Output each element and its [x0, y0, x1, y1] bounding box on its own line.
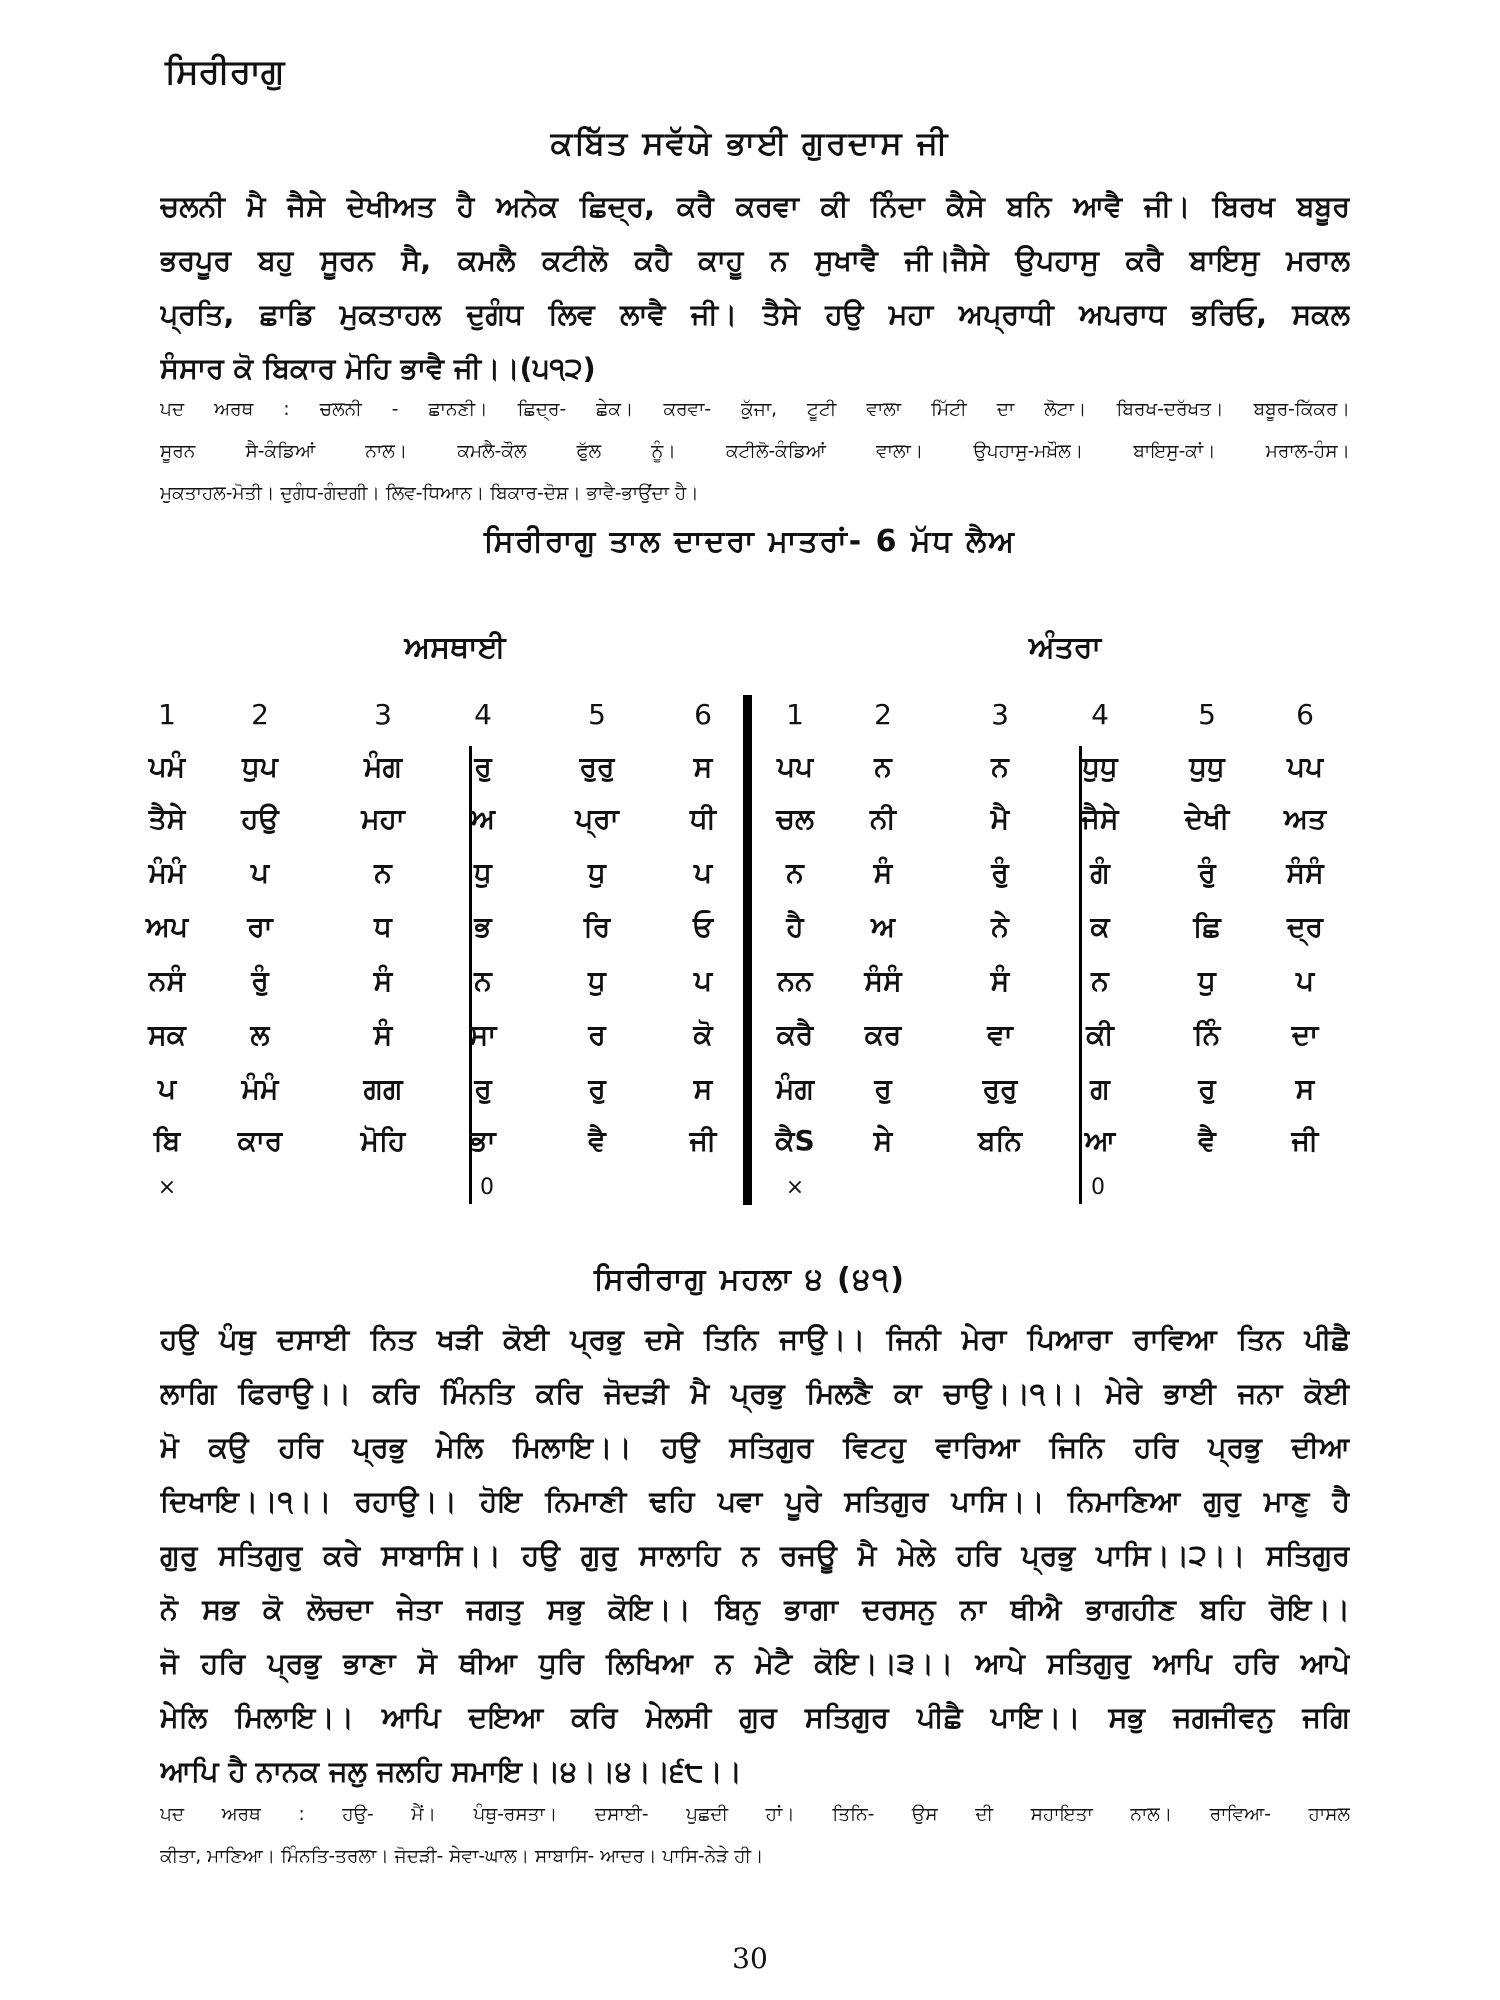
lyric-cell: ਅ	[870, 910, 896, 943]
note-cell: ਸੰ	[373, 964, 393, 997]
lyric-cell: ਭ	[474, 910, 492, 943]
lyric-cell: ਤੈਸੇ	[148, 802, 186, 835]
shabad-line: ਗੁਰੁ ਸਤਿਗੁਰੁ ਕਰੇ ਸਾਬਾਸਿ।। ਹਉ ਗੁਰੁ ਸਾਲਾਹਿ ਨ ਰਜਊ ਮੈ ਮੇਲੇ ਹਰਿ ਪ੍ਰਭੁ ਪਾਸਿ।।੨।। ਸਤਿਗੁਰ	[160, 1539, 1350, 1572]
lyric-cell: ਵੈ	[588, 1124, 606, 1157]
tal-mark: 0	[480, 1175, 494, 1200]
beat-numbers-row	[150, 690, 1350, 740]
lyric-cell: ਹਉ	[241, 802, 279, 835]
shabad-line: ਜੋ ਹਰਿ ਪ੍ਰਭੁ ਭਾਣਾ ਸੋ ਥੀਆ ਧੁਰਿ ਲਿਖਿਆ ਨ ਮੇਟੈ ਕੋਇ।।੩।। ਆਪੇ ਸਤਿਗੁਰੁ ਆਪਿ ਹਰਿ ਆਪੇ	[160, 1647, 1350, 1680]
note-cell: ਰੁ	[474, 1072, 492, 1105]
tal-mark: ×	[157, 1175, 177, 1200]
notation-row-lyrics	[145, 902, 1350, 952]
notation-row-swar	[150, 956, 1350, 1006]
tal-marks-row	[150, 1168, 1350, 1218]
notation-row-swar	[150, 848, 1350, 898]
lyric-cell: ਮੋਹਿ	[360, 1124, 406, 1157]
note-cell: ਨਸੰ	[148, 964, 186, 997]
lyric-cell: ਰਾ	[247, 910, 273, 943]
note-cell: ਪ	[693, 964, 713, 997]
note-cell: ਰੁ	[874, 1072, 892, 1105]
lyric-cell: ਅਤ	[1283, 802, 1326, 835]
tal-mark: 0	[1091, 1175, 1105, 1200]
lyric-cell: ਜੀ	[1291, 1124, 1319, 1157]
note-cell: ਰੁੰ	[1198, 856, 1216, 889]
lyric-cell: ਜੀ	[689, 1124, 717, 1157]
notation-row-lyrics	[150, 1010, 1350, 1060]
note-cell: ਰੁੰ	[991, 856, 1009, 889]
lyric-cell: ਦੇਖੀ	[1184, 802, 1230, 835]
kabit-line: ਚਲਨੀ ਮੈ ਜੈਸੇ ਦੇਖੀਅਤ ਹੈ ਅਨੇਕ ਛਿਦ੍ਰ, ਕਰੈ ਕਰਵਾ ਕੀ ਨਿੰਦਾ ਕੈਸੇ ਬਨਿ ਆਵੈ ਜੀ। ਬਿਰਖ ਬਬੂਰ	[160, 190, 1350, 223]
kabit-line: ਭਰਪੂਰ ਬਹੁ ਸੂਰਨ ਸੈ, ਕਮਲੈ ਕਟੀਲੋ ਕਹੈ ਕਾਹੂ ਨ ਸੁਖਾਵੈ ਜੀ।ਜੈਸੇ ਉਪਹਾਸੁ ਕਰੈ ਬਾਇਸੁ ਮਰਾਲ	[160, 244, 1350, 277]
note-cell: ਧੁਪ	[242, 750, 278, 783]
note-cell: ਸ	[693, 750, 713, 783]
note-cell: ਧੁ	[588, 856, 606, 889]
lyric-cell: ਲ	[250, 1018, 270, 1051]
note-cell: ਸ	[693, 1072, 713, 1105]
asthai-label: ਅਸਥਾਈ	[404, 630, 506, 665]
beat-number: 5	[588, 698, 606, 731]
kabit-heading: ਕਬਿੱਤ ਸਵੱਯੇ ਭਾਈ ਗੁਰਦਾਸ ਜੀ	[550, 124, 950, 162]
lyric-cell: ਸਕ	[148, 1018, 186, 1051]
shabad-glossary	[160, 1794, 1350, 1878]
note-cell: ਧੁਧੁ	[1082, 750, 1118, 783]
note-cell: ਪ	[693, 856, 713, 889]
glossary-line: ਕੀਤਾ, ਮਾਣਿਆ। ਮਿੰਨਤਿ-ਤਰਲਾ। ਜੋਦੜੀ- ਸੇਵਾ-ਘਾਲ। ਸਾਬਾਸਿ- ਆਦਰ। ਪਾਸਿ-ਨੇੜੇ ਹੀ।	[160, 1846, 764, 1867]
note-cell: ਸੰਸੰ	[1286, 856, 1324, 889]
note-cell: ਮੰਗ	[776, 1072, 814, 1105]
lyric-cell: ਹੈ	[786, 910, 804, 943]
shabad-line: ਆਪਿ ਹੈ ਨਾਨਕ ਜਲੁ ਜਲਹਿ ਸਮਾਇ।।੪।।੪।।੬੮।।	[160, 1755, 742, 1788]
lyric-cell: ਨਿੰ	[1193, 1018, 1221, 1051]
note-cell: ਪਮੰ	[148, 750, 186, 783]
glossary-line: ਪਦ ਅਰਥ : ਹਉ- ਮੈਂ। ਪੰਥੁ-ਰਸਤਾ। ਦਸਾਈ- ਪੁਛਦੀ ਹਾਂ। ਤਿਨਿ- ਉਸ ਦੀ ਸਹਾਇਤਾ ਨਾਲ। ਰਾਵਿਆ- ਹਾਸਲ	[160, 1804, 1350, 1825]
lyric-cell: ਕੋ	[693, 1018, 713, 1051]
shabad-line: ਲਾਗਿ ਫਿਰਾਉ।। ਕਰਿ ਮਿੰਨਤਿ ਕਰਿ ਜੋਦੜੀ ਮੈ ਪ੍ਰਭੁ ਮਿਲਣੈ ਕਾ ਚਾਉ।।੧।। ਮੇਰੇ ਭਾਈ ਜਨਾ ਕੋਈ	[160, 1377, 1350, 1410]
note-cell: ਰੁੰ	[251, 964, 269, 997]
kabit-text	[160, 180, 1350, 396]
beat-number: 6	[694, 698, 712, 731]
note-cell: ਸੰਸੰ	[864, 964, 902, 997]
lyric-cell: ਕਾਰ	[237, 1124, 283, 1157]
beat-number: 3	[374, 698, 392, 731]
lyric-cell: ਓ	[692, 910, 714, 943]
lyric-cell: ਚਲ	[776, 802, 814, 835]
shabad-heading: ਸਿਰੀਰਾਗੁ ਮਹਲਾ ੪ (੪੧)	[594, 1262, 906, 1297]
lyric-cell: ਅਪ	[145, 910, 189, 943]
notation-heading: ਸਿਰੀਰਾਗੁ ਤਾਲ ਦਾਦਰਾ ਮਾਤਰਾਂ- 6 ਮੱਧ ਲੈਅ	[483, 524, 1017, 559]
note-cell: ਸੰ	[873, 856, 893, 889]
note-cell: ਸੰ	[990, 964, 1010, 997]
lyric-cell: ਅ	[470, 802, 496, 835]
lyric-cell: ਸਾ	[469, 1018, 497, 1051]
notation-row-lyrics	[150, 794, 1350, 844]
note-cell: ਨ	[374, 856, 392, 889]
note-cell: ਧੁ	[1198, 964, 1216, 997]
note-cell: ਪਪ	[1286, 750, 1324, 783]
lyric-cell: ਵੈ	[1198, 1124, 1216, 1157]
shabad-line: ਮੇਲਿ ਮਿਲਾਇ।। ਆਪਿ ਦਇਆ ਕਰਿ ਮੇਲਸੀ ਗੁਰ ਸਤਿਗੁਰ ਪੀਛੈ ਪਾਇ।। ਸਭੁ ਜਗਜੀਵਨੁ ਜਗਿ	[160, 1701, 1350, 1734]
note-cell: ਗ	[1090, 1072, 1110, 1105]
lyric-cell: ਜੈਸੇ	[1081, 802, 1119, 835]
note-cell: ਗੰ	[1090, 856, 1110, 889]
note-cell: ਸ	[1295, 1072, 1315, 1105]
beat-number: 4	[474, 698, 492, 731]
glossary-line: ਸੂਰਨ ਸੈ-ਕੰਡਿਆਂ ਨਾਲ। ਕਮਲੈ-ਕੌਲ ਫੁੱਲ ਨੂੰ। ਕਟੀਲੋ-ਕੰਡਿਆਂ ਵਾਲਾ। ਉਪਹਾਸੁ-ਮਖ਼ੌਲ। ਬਾਇਸੁ-ਕਾਂ। ਮਰਾਲ-ਹੰਸ।	[160, 441, 1350, 462]
note-cell: ਪਪ	[776, 750, 814, 783]
lyric-cell: ਛਿ	[1193, 910, 1221, 943]
note-cell: ਮੰਮੰ	[241, 1072, 279, 1105]
lyric-cell: ਮੈ	[990, 802, 1010, 835]
lyric-cell: ਨੀ	[870, 802, 896, 835]
note-cell: ਰੁ	[1198, 1072, 1216, 1105]
note-cell: ਰੁਰੁ	[579, 750, 615, 783]
page-header: ਸਿਰੀਰਾਗੁ	[165, 52, 285, 92]
lyric-cell: ਧ	[374, 910, 392, 943]
lyric-cell: ਪ੍ਰਾ	[575, 802, 619, 835]
lyric-cell: ਸੇ	[873, 1124, 893, 1157]
lyric-cell: ਮਹਾ	[361, 802, 405, 835]
note-cell: ਮੰਮੰ	[148, 856, 186, 889]
lyric-cell: ਵਾ	[987, 1018, 1013, 1051]
notation-row-lyrics	[150, 1116, 1350, 1166]
lyric-cell: ਕ	[1090, 910, 1110, 943]
lyric-cell: ਆ	[1084, 1124, 1116, 1157]
note-cell: ਰੁ	[474, 750, 492, 783]
notation-row-swar	[150, 742, 1350, 792]
note-cell: ਨ	[474, 964, 492, 997]
beat-number: 1	[158, 698, 176, 731]
shabad-line: ਮੋ ਕਉ ਹਰਿ ਪ੍ਰਭੁ ਮੇਲਿ ਮਿਲਾਇ।। ਹਉ ਸਤਿਗੁਰ ਵਿਟਹੁ ਵਾਰਿਆ ਜਿਨਿ ਹਰਿ ਪ੍ਰਭੁ ਦੀਆ	[160, 1431, 1350, 1464]
shabad-line: ਹਉ ਪੰਥੁ ਦਸਾਈ ਨਿਤ ਖੜੀ ਕੋਈ ਪ੍ਰਭੁ ਦਸੇ ਤਿਨਿ ਜਾਉ।। ਜਿਨੀ ਮੇਰਾ ਪਿਆਰਾ ਰਾਵਿਆ ਤਿਨ ਪੀਛੈ	[160, 1323, 1350, 1356]
lyric-cell: ਬਨਿ	[978, 1124, 1022, 1157]
lyric-cell: ਦਾ	[1291, 1018, 1319, 1051]
lyric-cell: ਕਰ	[864, 1018, 902, 1051]
lyric-cell: ਕਰੈ	[776, 1018, 814, 1051]
beat-number: 6	[1296, 698, 1314, 731]
lyric-cell: ਭਾ	[470, 1124, 496, 1157]
lyric-cell: ਰਿ	[583, 910, 611, 943]
beat-number: 1	[786, 698, 804, 731]
note-cell: ਪ	[250, 856, 270, 889]
tal-mark: ×	[785, 1175, 805, 1200]
note-cell: ਨ	[786, 856, 804, 889]
note-cell: ਪ	[1295, 964, 1315, 997]
note-cell: ਗਗ	[363, 1072, 403, 1105]
antra-label: ਅੰਤਰਾ	[1028, 630, 1102, 665]
note-cell: ਧੁਧੁ	[1189, 750, 1225, 783]
lyric-cell: ਕੀ	[1086, 1018, 1114, 1051]
note-cell: ਮੰਗ	[364, 750, 402, 783]
note-cell: ਨ	[1091, 964, 1109, 997]
lyric-cell: ਕੈS	[775, 1124, 815, 1157]
kabit-glossary	[160, 389, 1350, 515]
shabad-line: ਨੋ ਸਭ ਕੋ ਲੋਚਦਾ ਜੇਤਾ ਜਗਤੁ ਸਭੁ ਕੋਇ।। ਬਿਨੁ ਭਾਗਾ ਦਰਸਨੁ ਨਾ ਥੀਐ ਭਾਗਹੀਣ ਬਹਿ ਰੋਇ।।	[160, 1593, 1350, 1626]
glossary-line: ਪਦ ਅਰਥ : ਚਲਨੀ - ਛਾਨਣੀ। ਛਿਦ੍ਰ- ਛੇਕ। ਕਰਵਾ- ਕੁੱਜਾ, ਟੂਟੀ ਵਾਲਾ ਮਿੱਟੀ ਦਾ ਲੋਟਾ। ਬਿਰਖ-ਦਰੱਖਤ। ਬਬੂਰ-ਕਿੱਕਰ।	[160, 399, 1350, 420]
page-number: 30	[732, 1942, 768, 1975]
beat-number: 4	[1091, 698, 1109, 731]
lyric-cell: ਸੰ	[373, 1018, 393, 1051]
lyric-cell: ਧੀ	[689, 802, 717, 835]
shabad-line: ਦਿਖਾਇ।।੧।। ਰਹਾਉ।। ਹੋਇ ਨਿਮਾਣੀ ਢਹਿ ਪਵਾ ਪੂਰੇ ਸਤਿਗੁਰ ਪਾਸਿ।। ਨਿਮਾਣਿਆ ਗੁਰੁ ਮਾਣੁ ਹੈ	[160, 1485, 1350, 1518]
kabit-line: ਸੰਸਾਰ ਕੋ ਬਿਕਾਰ ਮੋਹਿ ਭਾਵੈ ਜੀ।।(੫੧੨)	[160, 352, 596, 385]
note-cell: ਧੁ	[474, 856, 492, 889]
beat-number: 2	[874, 698, 892, 731]
notation-row-swar	[150, 1064, 1350, 1114]
note-cell: ਧੁ	[588, 964, 606, 997]
beat-number: 5	[1198, 698, 1216, 731]
glossary-line: ਮੁਕਤਾਹਲ-ਮੋਤੀ। ਦੁਗੰਧ-ਗੰਦਗੀ। ਲਿਵ-ਧਿਆਨ। ਬਿਕਾਰ-ਦੋਸ਼। ਭਾਵੈ-ਭਾਉਂਦਾ ਹੈ।	[160, 483, 699, 504]
note-cell: ਪ	[157, 1072, 177, 1105]
lyric-cell: ਰ	[588, 1018, 606, 1051]
note-cell: ਨਨ	[777, 964, 813, 997]
notation-table	[145, 690, 1350, 1210]
kabit-line: ਪ੍ਰਤਿ, ਛਾਡਿ ਮੁਕਤਾਹਲ ਦੁਗੰਧ ਲਿਵ ਲਾਵੈ ਜੀ। ਤੈਸੇ ਹਉ ਮਹਾ ਅਪ੍ਰਾਧੀ ਅਪਰਾਧ ਭਰਿਓ, ਸਕਲ	[160, 298, 1350, 331]
beat-number: 3	[991, 698, 1009, 731]
note-cell: ਨ	[874, 750, 892, 783]
beat-number: 2	[251, 698, 269, 731]
lyric-cell: ਨੇ	[991, 910, 1009, 943]
note-cell: ਰੁਰੁ	[982, 1072, 1018, 1105]
lyric-cell: ਦ੍ਰ	[1287, 910, 1323, 943]
note-cell: ਰੁ	[588, 1072, 606, 1105]
shabad-text	[160, 1313, 1350, 1799]
note-cell: ਨ	[991, 750, 1009, 783]
lyric-cell: ਬਿ	[153, 1124, 181, 1157]
